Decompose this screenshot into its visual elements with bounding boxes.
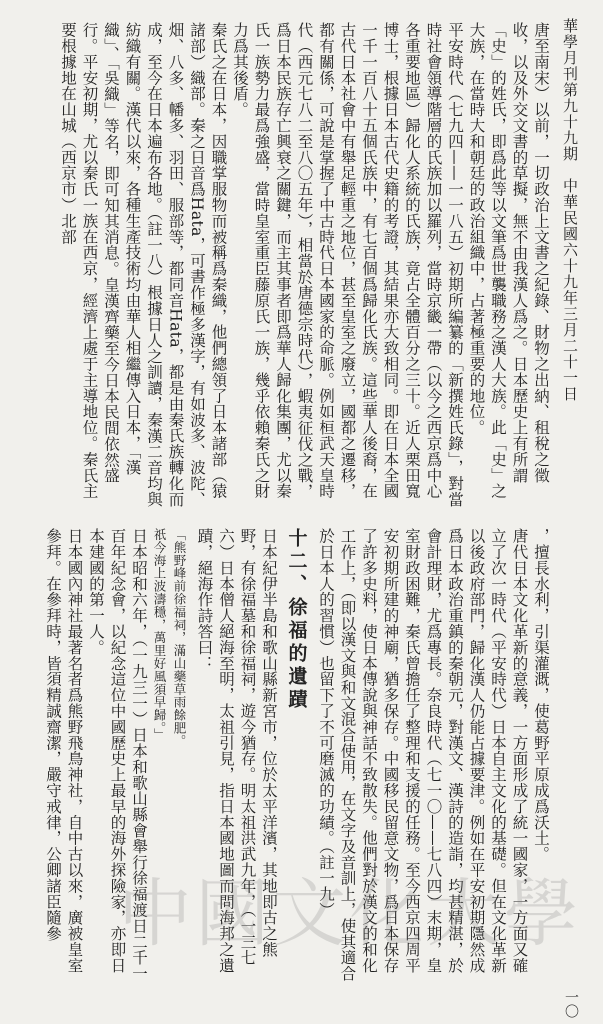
- paragraph: 日本紀伊半島和歌山縣新宮市，位於太平洋濱，其地即古之熊野，有徐福墓和徐福祠，遊今猶存。明太祖洪武九年，（一三七六）日本僧人絕海至明，太祖引見，指日本國地圖而問海邦之遺蹟，絕海作詩答曰：: [195, 528, 278, 974]
- paragraph: 平安時代（七九四——一一八五）初期所編纂的「新撰姓氏錄」，對當時社會領導階層的氏族加以羅列，當時京畿一帶（以今之西京爲中心各重要地區）歸化人系統的氏族，竟占全體百分之三十。近人栗田寬博士，根據日本古代史籍的考證，其結果亦大致相同。即在日本全國一千一百八十五個氏族中，有七百個爲歸化氏族。這些華人後裔，在古代日本社會中有舉足輕重之地位，甚至皇室之廢立，國都之遷移，都有關係，可說是掌握了中古時代日本國家的命脈。例如桓武天皇時代（西元七八二至八〇五年），相當於唐德宗時代），蝦夷征伐之戰，爲日本民族存亡興衰之關鍵，而主其事者即爲華人歸化集團，尤以秦氏一族勢力最爲強盛，當時皇室重臣藤原氏一族，幾乎依賴秦氏之財力爲其後盾。: [231, 22, 464, 508]
- paragraph: 日本國內神社最著名者爲熊野飛鳥神社，自中古以來，廣被皇室參拜。在參拜時，皆須精誠齋潔，嚴守戒律，公卿諸臣隨參: [44, 528, 84, 974]
- poem-line: 祇今海上波濤穩，萬里好風須早歸。」: [152, 528, 167, 742]
- paragraph: 唐至南宋）以前，一切政治上文書之紀錄、財物之出納、租稅之徵收，以及外交文書的草擬，無不由我漢人爲之。日本歷史上有所謂「史」的姓氏，即爲此等以文筆爲世襲職務之漢人大族。此「史」之大族，在當時大和朝廷的政治組織中，占著極重要的地位。: [467, 22, 550, 499]
- paragraph: 秦氏之在日本，因職掌服物而被稱爲秦織，他們總領了日本諸部（猿諸部）織部。秦之日音爲Hata，可書作極多漢字，有如波多、波陀、畑、八多、幡多、羽田、服部等，都同音Hata，都是由秦氏族轉化而成，至今在日本遍布各地。（註一八）根據日人之訓讀，秦漢二音均與紡織有關。漢代以來，各種生產技術均由華人相繼傳入日本，「漢織」、「吳織」等名，即可知其消息。皇漢齊藥至今日本民間依然盛行。平安初期，尤以秦氏一族在西京，經濟上處于主導地位。秦氏主要根據地在山城（西京市）北部: [59, 22, 228, 508]
- paragraph: ，擅長水利，引渠灌溉，使葛野平原成爲沃土。: [532, 528, 550, 862]
- page-number: 一〇: [563, 990, 579, 1018]
- watermark-char: 學: [503, 871, 578, 957]
- poem-quote: [149, 528, 189, 988]
- paragraph: 唐代日本文化革新的意義，一方面形成了統一國家，一方面又確立了次一時代（平安時代）日本自主文化的基礎。但在文化革新以後政府部門，歸化漢人仍能占據要津。例如在平安初期隱然成爲日本政治重鎮的秦朝元，對漢文、漢詩的造詣，均甚精湛，於會計理財，尤爲專長。奈良時代（七一〇——七八四）末期，皇室財政困難，秦氏曾擔任了整理和支援的任務。至今西京四周平安初期所建的神廟，猶多保存。中國移民留意文物，爲日本保存了許多史料，使日本傳說與神話不致散失。他們對於漢文的和化工作上，（即以漢文與和文混合使用，在文字及音訓上，使其適合於日本人的習慣）也留下了不可磨滅的功績。（註一九）: [317, 528, 529, 982]
- top-text-block: [46, 22, 551, 512]
- watermark-char: 文: [272, 871, 347, 957]
- bottom-text-block: [46, 528, 551, 988]
- watermark-char: 化: [349, 871, 424, 957]
- section-heading: 十二、徐福的遺蹟: [285, 528, 308, 712]
- watermark-char: 中: [118, 871, 192, 957]
- watermark-char: 國: [195, 871, 270, 957]
- poem-line: 「熊野峰前徐福祠，滿山藥草雨餘肥。: [172, 528, 187, 748]
- running-title: 華學月刊第九十九期 中華民國六十九年三月二十一日: [561, 18, 579, 402]
- watermark-char: 大: [426, 871, 501, 957]
- paragraph: 日本昭和六年，（一九三一）日本和歌山縣會舉行徐福渡日二千一百年紀念會，以紀念這位中國歷史上最早的海外探險家，亦即日本建國的第一人。: [87, 528, 148, 982]
- running-header: [560, 18, 581, 538]
